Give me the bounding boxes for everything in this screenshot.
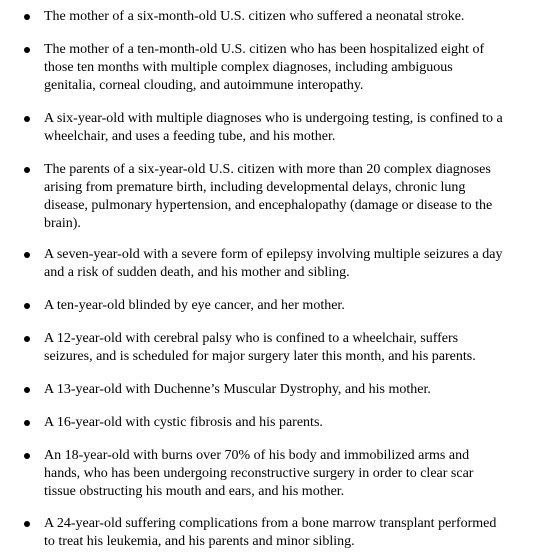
text-line: A six-year-old with multiple diagnoses who is undergoing testing, is confined to a xyxy=(44,111,503,126)
bullet-dot xyxy=(24,303,30,309)
list-item-text xyxy=(44,297,519,315)
text-line: An 18-year-old with burns over 70% of his body and immobilized arms and xyxy=(44,448,470,463)
bullet-dot xyxy=(24,252,30,258)
list-item-text xyxy=(44,8,519,26)
bullet-dot xyxy=(24,521,30,527)
text-line: A 24-year-old suffering complications from a bone marrow transplant performed xyxy=(44,516,497,531)
text-line: to treat his leukemia, and his parents and minor sibling. xyxy=(44,534,355,549)
text-line: A ten-year-old blinded by eye cancer, and her mother. xyxy=(44,298,345,313)
text-line: seizures, and is scheduled for major surgery later this month, and his parents. xyxy=(44,349,476,364)
text-line: A seven-year-old with a severe form of epilepsy involving multiple seizures a day xyxy=(44,247,503,262)
text-line: arising from premature birth, including developmental delays, chronic lung xyxy=(44,180,466,195)
bullet-dot xyxy=(24,14,30,20)
text-line: A 12-year-old with cerebral palsy who is confined to a wheelchair, suffers xyxy=(44,331,459,346)
text-line: wheelchair, and uses a feeding tube, and his mother. xyxy=(44,129,336,144)
list-item-text xyxy=(44,246,519,282)
text-line: those ten months with multiple complex diagnoses, including ambiguous xyxy=(44,60,453,75)
list-item-text xyxy=(44,110,519,146)
bullet-dot xyxy=(24,453,30,459)
list-item-text xyxy=(44,381,519,399)
text-line: hands, who has been undergoing reconstructive surgery in order to clear scar xyxy=(44,466,474,481)
bullet-dot xyxy=(24,336,30,342)
list-item-text xyxy=(44,161,519,233)
bullet-dot xyxy=(24,387,30,393)
bullet-dot xyxy=(24,47,30,53)
text-line: brain). xyxy=(44,216,81,231)
text-line: A 16-year-old with cystic fibrosis and his parents. xyxy=(44,415,323,430)
text-line: genitalia, corneal clouding, and autoimmune interopathy. xyxy=(44,78,364,93)
bullet-dot xyxy=(24,167,30,173)
text-line: and a risk of sudden death, and his mother and sibling. xyxy=(44,265,350,280)
text-line: tissue obstructing his mouth and ears, and his mother. xyxy=(44,484,345,499)
list-item-text xyxy=(44,414,519,432)
text-line: disease, pulmonary hypertension, and encephalopathy (damage or disease to the xyxy=(44,198,493,213)
bullet-dot xyxy=(24,116,30,122)
list-item-text xyxy=(44,447,519,501)
list-item-text xyxy=(44,515,519,551)
bullet-dot xyxy=(24,420,30,426)
text-line: The mother of a six-month-old U.S. citizen who suffered a neonatal stroke. xyxy=(44,9,465,24)
list-item-text xyxy=(44,330,519,366)
list-item-text xyxy=(44,41,519,95)
text-line: The parents of a six-year-old U.S. citizen with more than 20 complex diagnoses xyxy=(44,162,491,177)
text-line: The mother of a ten-month-old U.S. citizen who has been hospitalized eight of xyxy=(44,42,485,57)
text-line: A 13-year-old with Duchenne’s Muscular Dystrophy, and his mother. xyxy=(44,382,431,397)
